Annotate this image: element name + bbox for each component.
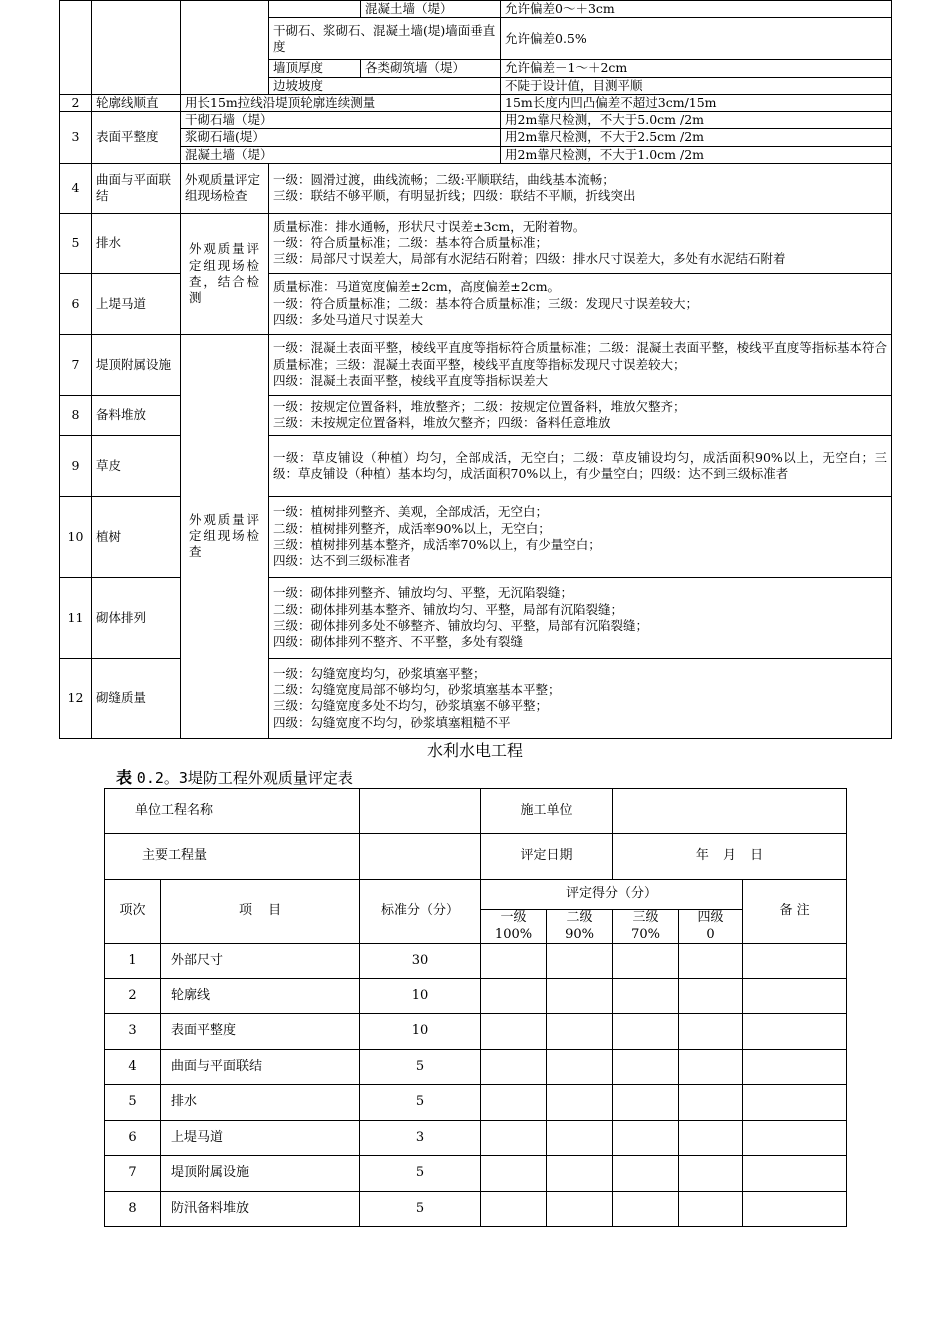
grade-2-header — [547, 910, 613, 944]
criteria-item-cell — [92, 1, 181, 95]
standard-line: 一级：符合质量标准；二级：基本符合质量标准； — [273, 235, 549, 251]
row-no: 8 — [105, 1192, 161, 1227]
grade-2-cell — [547, 1156, 613, 1192]
grade-3-cell — [613, 944, 679, 979]
criteria-method-cell: 外观质量评定组现场检查 — [181, 163, 269, 213]
remark-cell — [743, 1085, 847, 1121]
grade-1-cell — [481, 979, 547, 1014]
rating-header-row-1 — [105, 880, 847, 910]
remark-cell — [743, 1156, 847, 1192]
standard-line: 四级：混凝土表面平整，棱线平直度等指标误差大 — [273, 372, 549, 388]
grade-1-cell — [481, 1050, 547, 1085]
row-no: 3 — [105, 1014, 161, 1050]
criteria-sub-cell: 边坡坡度 — [269, 77, 501, 94]
standard-line: 二级：植树排列整齐，成活率90%以上，无空白； — [273, 520, 551, 536]
criteria-item-cell: 草皮 — [92, 435, 181, 496]
row-no: 2 — [105, 979, 161, 1014]
criteria-row-7 — [60, 334, 892, 395]
grade-4-cell — [679, 1050, 743, 1085]
row-std-score: 5 — [360, 1156, 481, 1192]
criteria-standard-cell — [269, 658, 892, 738]
criteria-row-5 — [60, 213, 892, 273]
criteria-no-cell: 3 — [60, 112, 92, 164]
standard-line: 四级：勾缝宽度不均匀，砂浆填塞粗糙不平 — [273, 714, 511, 730]
remark-cell — [743, 1192, 847, 1227]
grade-2-cell — [547, 944, 613, 979]
criteria-no-cell: 5 — [60, 213, 92, 273]
grade-2-cell — [547, 979, 613, 1014]
grade-level: 四级 — [697, 910, 724, 926]
standard-line: 一级：砌体排列整齐、铺放均匀、平整，无沉陷裂缝； — [273, 585, 574, 601]
grade-3-cell — [613, 979, 679, 1014]
table-row — [105, 1085, 847, 1121]
row-std-score: 30 — [360, 944, 481, 979]
grade-pct: 100% — [494, 926, 533, 942]
criteria-standard-cell: 用2m靠尺检测，不大于2.5cm /2m — [501, 129, 892, 146]
criteria-standard-cell — [269, 577, 892, 658]
grade-3-cell — [613, 1121, 679, 1156]
col-score-group-header: 评定得分（分） — [481, 880, 743, 910]
remark-cell — [743, 944, 847, 979]
contractor-value — [613, 789, 847, 834]
main-quantity-value — [360, 834, 481, 880]
row-no: 6 — [105, 1121, 161, 1156]
criteria-no-cell: 8 — [60, 395, 92, 435]
row-item: 表面平整度 — [161, 1014, 360, 1050]
criteria-method-cell: 干砌石墙（堤） — [181, 112, 501, 129]
criteria-method-cell: 混凝土墙（堤） — [181, 146, 501, 163]
criteria-standard-cell: 用2m靠尺检测，不大于1.0cm /2m — [501, 146, 892, 163]
table-row — [105, 1014, 847, 1050]
grade-3-cell — [613, 1014, 679, 1050]
grade-1-cell — [481, 1014, 547, 1050]
criteria-no-cell: 10 — [60, 496, 92, 577]
grade-4-cell — [679, 1014, 743, 1050]
row-std-score: 3 — [360, 1121, 481, 1156]
row-std-score: 10 — [360, 1014, 481, 1050]
criteria-item-cell: 备料堆放 — [92, 395, 181, 435]
row-no: 5 — [105, 1085, 161, 1121]
row-no: 1 — [105, 944, 161, 979]
grade-1-cell — [481, 1121, 547, 1156]
row-std-score: 5 — [360, 1192, 481, 1227]
criteria-sub-cell — [269, 1, 361, 18]
table-row — [105, 979, 847, 1014]
criteria-method-cell: 浆砌石墙(堤） — [181, 129, 501, 146]
grade-1-cell — [481, 1192, 547, 1227]
standard-line: 四级：砌体排列不整齐、不平整，多处有裂缝 — [273, 634, 524, 649]
table-row — [105, 1156, 847, 1192]
eval-date-label: 评定日期 — [481, 834, 613, 880]
grade-3-cell — [613, 1085, 679, 1121]
criteria-row-1-cont-a — [60, 1, 892, 18]
criteria-standard-cell — [269, 213, 892, 273]
criteria-item-cell: 表面平整度 — [92, 112, 181, 164]
standard-line: 三级：勾缝宽度多处不均匀，砂浆填塞不够平整； — [273, 698, 549, 714]
criteria-standard-cell — [269, 163, 892, 213]
table-caption — [116, 765, 353, 788]
standard-line: 二级：勾缝宽度局部不够均匀，砂浆填塞基本平整； — [273, 682, 561, 697]
unit-name-value — [360, 789, 481, 834]
criteria-standard-cell — [269, 334, 892, 395]
grade-1-cell — [481, 1156, 547, 1192]
unit-name-label — [105, 789, 360, 834]
criteria-item-cell: 堤顶附属设施 — [92, 334, 181, 395]
criteria-standard-cell — [269, 496, 892, 577]
caption-title: 堤防工程外观质量评定表 — [187, 769, 353, 787]
criteria-sub-cell: 干砌石、浆砌石、混凝土墙(堤)墙面垂直度 — [269, 18, 501, 60]
criteria-item-cell: 上堤马道 — [92, 273, 181, 334]
criteria-no-cell: 7 — [60, 334, 92, 395]
standard-line: 三级：未按规定位置备料，堆放欠整齐；四级：备料任意堆放 — [273, 415, 611, 431]
criteria-no-cell: 6 — [60, 273, 92, 334]
grade-3-cell — [613, 1050, 679, 1085]
criteria-item-cell: 砌缝质量 — [92, 658, 181, 738]
grade-2-cell — [547, 1050, 613, 1085]
criteria-item-cell: 砌体排列 — [92, 577, 181, 658]
grade-level: 二级 — [566, 910, 593, 926]
standard-line: 一级：勾缝宽度均匀，砂浆填塞平整； — [273, 665, 486, 681]
row-item: 外部尺寸 — [161, 944, 360, 979]
col-remark-header: 备 注 — [743, 880, 847, 944]
grade-1-header — [481, 910, 547, 944]
caption-prefix: 表 — [116, 768, 133, 787]
criteria-method-cell — [181, 1, 269, 95]
main-quantity-label-text: 主要工程量 — [142, 848, 208, 864]
rating-table — [104, 788, 847, 1227]
standard-line: 三级：植树排列基本整齐，成活率70%以上，有少量空白； — [273, 536, 601, 552]
standard-line: 质量标准：马道宽度偏差±2cm，高度偏差±2cm。 — [273, 279, 561, 295]
criteria-row-3b — [60, 129, 892, 146]
standard-line: 三级：砌体排列多处不够整齐、铺放均匀、平整，局部有沉陷裂缝； — [273, 617, 649, 633]
rating-header-unit — [105, 789, 847, 834]
criteria-no-cell: 2 — [60, 94, 92, 111]
criteria-no-cell — [60, 1, 92, 95]
criteria-method-cell: 外观质量评定组现场检查 — [181, 334, 269, 738]
grade-level: 三级 — [632, 910, 659, 926]
criteria-no-cell: 9 — [60, 435, 92, 496]
grade-2-cell — [547, 1014, 613, 1050]
criteria-no-cell: 11 — [60, 577, 92, 658]
criteria-sub-cell: 各类砌筑墙（堤） — [361, 60, 501, 77]
standard-line: 二级：砌体排列基本整齐、铺放均匀、平整，局部有沉陷裂缝； — [273, 601, 624, 617]
criteria-row-3c — [60, 146, 892, 163]
grade-4-cell — [679, 1121, 743, 1156]
col-item-header: 项 目 — [161, 880, 360, 944]
grade-1-cell — [481, 1085, 547, 1121]
grade-2-cell — [547, 1192, 613, 1227]
criteria-table — [59, 0, 892, 739]
criteria-method-cell: 外观质量评定组现场检查，结合检测 — [181, 213, 269, 334]
row-std-score: 10 — [360, 979, 481, 1014]
grade-level: 一级 — [500, 910, 527, 926]
criteria-no-cell: 4 — [60, 163, 92, 213]
remark-cell — [743, 1014, 847, 1050]
standard-line: 四级：达不到三级标准者 — [273, 553, 411, 568]
standard-line: 一级：符合质量标准；二级：基本符合质量标准；三级：发现尺寸误差较大； — [273, 295, 699, 311]
grade-3-cell — [613, 1156, 679, 1192]
row-no: 4 — [105, 1050, 161, 1085]
standard-line: 四级：多处马道尺寸误差大 — [273, 311, 424, 327]
grade-2-cell — [547, 1121, 613, 1156]
criteria-item-cell: 曲面与平面联结 — [92, 163, 181, 213]
grade-pct: 0 — [706, 926, 715, 942]
standard-line: 质量标准：排水通畅，形状尺寸误差±3cm，无附着物。 — [273, 218, 586, 234]
table-row — [105, 1192, 847, 1227]
main-quantity-label — [105, 834, 360, 880]
table-row — [105, 1050, 847, 1085]
grade-3-cell — [613, 1192, 679, 1227]
criteria-sub-cell: 混凝土墙（堤） — [361, 1, 501, 18]
row-item: 防汛备料堆放 — [161, 1192, 360, 1227]
grade-4-cell — [679, 1192, 743, 1227]
remark-cell — [743, 979, 847, 1014]
remark-cell — [743, 1121, 847, 1156]
standard-line: 三级：局部尺寸误差大，局部有水泥结石附着；四级：排水尺寸误差大，多处有水泥结石附着 — [273, 251, 786, 267]
criteria-standard-cell — [269, 395, 892, 435]
standard-line: 一级：植树排列整齐、美观，全部成活，无空白； — [273, 504, 549, 520]
criteria-item-cell: 轮廓线顺直 — [92, 94, 181, 111]
row-item: 堤顶附属设施 — [161, 1156, 360, 1192]
grade-3-header — [613, 910, 679, 944]
grade-4-cell — [679, 1085, 743, 1121]
criteria-standard-cell: 15m长度内凹凸偏差不超过3cm/15m — [501, 94, 892, 111]
rating-header-quantity — [105, 834, 847, 880]
grade-4-header — [679, 910, 743, 944]
standard-line: 三级：联结不够平顺，有明显折线；四级：联结不平顺，折线突出 — [273, 188, 636, 204]
grade-4-cell — [679, 944, 743, 979]
criteria-standard-cell: 允许偏差－1～＋2cm — [501, 60, 892, 77]
criteria-standard-cell: 允许偏差0～＋3cm — [501, 1, 892, 18]
criteria-item-cell: 植树 — [92, 496, 181, 577]
row-std-score: 5 — [360, 1085, 481, 1121]
criteria-method-cell: 用长15m拉线沿堤顶轮廓连续测量 — [181, 94, 501, 111]
criteria-sub-cell: 墙顶厚度 — [269, 60, 361, 77]
unit-name-label-text: 单位工程名称 — [135, 802, 214, 818]
contractor-label: 施工单位 — [481, 789, 613, 834]
standard-line: 一级：混凝土表面平整，棱线平直度等指标符合质量标准；二级：混凝土表面平整，棱线平直度等指标基本符合质量标准；三级：混凝土表面平整，棱线平直度等指标发现尺寸误差较大； — [273, 340, 887, 372]
grade-1-cell — [481, 944, 547, 979]
criteria-row-4 — [60, 163, 892, 213]
col-no-header: 项次 — [105, 880, 161, 944]
row-no: 7 — [105, 1156, 161, 1192]
grade-4-cell — [679, 1156, 743, 1192]
eval-date-value: 年 月 日 — [613, 834, 847, 880]
criteria-standard-cell: 不陡于设计值，目测平顺 — [501, 77, 892, 94]
row-item: 轮廓线 — [161, 979, 360, 1014]
grade-pct: 90% — [565, 926, 594, 942]
remark-cell — [743, 1050, 847, 1085]
publisher-heading: 水利水电工程 — [426, 741, 523, 760]
caption-number: 0.2。3 — [136, 769, 188, 787]
col-std-score-header: 标准分（分） — [360, 880, 481, 944]
grade-pct: 70% — [631, 926, 660, 942]
criteria-item-cell: 排水 — [92, 213, 181, 273]
criteria-no-cell: 12 — [60, 658, 92, 738]
row-std-score: 5 — [360, 1050, 481, 1085]
row-item: 排水 — [161, 1085, 360, 1121]
criteria-standard-cell — [269, 273, 892, 334]
standard-line: 一级：圆滑过渡，曲线流畅；二级:平顺联结，曲线基本流畅； — [273, 172, 615, 187]
criteria-row-3 — [60, 112, 892, 129]
standard-line: 一级：按规定位置备料，堆放整齐；二级：按规定位置备料，堆放欠整齐； — [273, 399, 686, 414]
criteria-standard-cell: 一级：草皮铺设（种植）均匀，全部成活，无空白；二级：草皮铺设均匀，成活面积90%以上，无空白；三级：草皮铺设（种植）基本均匀，成活面积70%以上，有少量空白；四级：达不到三级标准者 — [269, 435, 892, 496]
table-row — [105, 944, 847, 979]
criteria-standard-cell: 允许偏差0.5% — [501, 18, 892, 60]
grade-4-cell — [679, 979, 743, 1014]
row-item: 曲面与平面联结 — [161, 1050, 360, 1085]
row-item: 上堤马道 — [161, 1121, 360, 1156]
criteria-row-2 — [60, 94, 892, 111]
table-row — [105, 1121, 847, 1156]
grade-2-cell — [547, 1085, 613, 1121]
criteria-standard-cell: 用2m靠尺检测，不大于5.0cm /2m — [501, 112, 892, 129]
